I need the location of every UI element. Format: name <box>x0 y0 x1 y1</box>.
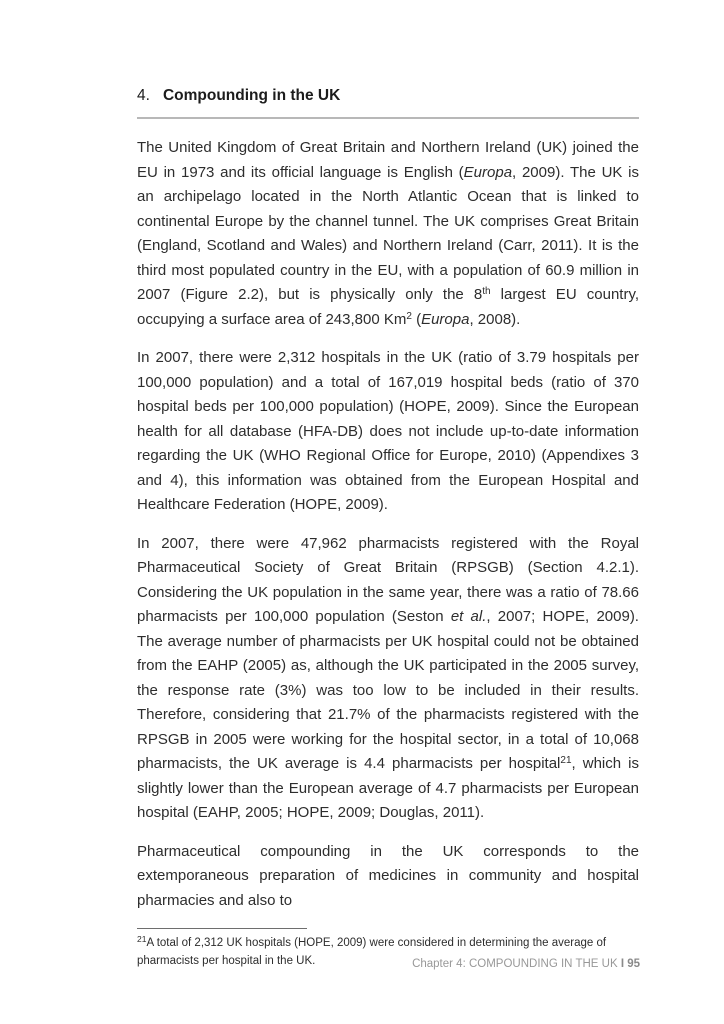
superscript-squared: 2 <box>406 310 412 322</box>
text-segment: In 2007, there were 2,312 hospitals in the UK (ratio of 3.79 hospitals per 100,000 population) and a total of 167,019 hospital beds (ratio of 370 hospital beds per 100,000 population) (HOPE, 2009). Since the European health for all database (HFA-DB) does not include up-to-date information regarding the UK (WHO Regional Office for Europe, 2010) (Appendixes 3 and 4), this information was obtained from the European Hospital and Healthcare Federation (HOPE, 2009). <box>137 349 639 513</box>
paragraph-hospitals <box>137 346 639 518</box>
page-content <box>137 86 639 970</box>
footnote-marker: 21 <box>137 934 147 944</box>
superscript-ordinal: th <box>482 286 491 297</box>
paragraph-pharmacists <box>137 532 639 826</box>
body-text <box>137 136 639 913</box>
italic-citation: Europa <box>463 163 513 181</box>
text-segment: , which is slightly lower than the European average of 4.7 pharmacists per European hospital (EAHP, 2005; HOPE, 2009; Douglas, 2011). <box>137 755 639 821</box>
text-segment: ( <box>411 310 422 328</box>
paragraph-uk-intro <box>137 136 639 332</box>
footnote-divider <box>137 928 307 929</box>
text-segment: In 2007, there were 47,962 pharmacists registered with the Royal Pharmaceutical Society of Great Britain (RPSGB) (Section 4.2.1). Considering the UK population in the same year, there was a ratio of 78.66 pharmacists per 100,000 population (Seston <box>137 534 639 625</box>
page-footer <box>412 956 640 972</box>
heading-divider <box>137 117 639 119</box>
text-segment: The United Kingdom of Great Britain and Northern Ireland (UK) joined the EU in 1973 and its official language is English ( <box>137 139 639 181</box>
text-segment: , 2008). <box>469 310 521 328</box>
footnote-body: A total of 2,312 UK hospitals (HOPE, 2009) were considered in determining the average of pharmacists per hospital in the UK. <box>137 937 607 967</box>
paragraph-compounding <box>137 840 639 914</box>
text-segment: Pharmaceutical compounding in the UK corresponds to the extemporaneous preparation of medicines in community and hospital pharmacies and also to <box>137 842 639 909</box>
text-segment: , 2009). The UK is an archipelago located in the North Atlantic Ocean that is linked to continental Europe by the channel tunnel. The UK comprises Great Britain (England, Scotland and Wales) and Northern Ireland (Carr, 2011). It is the third most populated country in the EU, with a population of 60.9 million in 2007 (Figure 2.2), but is physically only the 8 <box>137 163 639 303</box>
italic-et-al: et al. <box>450 608 487 625</box>
section-title: Compounding in the UK <box>162 87 341 104</box>
text-segment: , 2007; HOPE, 2009). The average number of pharmacists per UK hospital could not be obtained from the EAHP (2005) as, although the UK participated in the 2005 survey, the response rate (3%) was too low to be included in their results. Therefore, considering that 21.7% of the pharmacists registered with the RPSGB in 2005 were working for the hospital sector, in a total of 10,068 pharmacists, the UK average is 4.4 pharmacists per hospital <box>137 608 639 772</box>
section-number: 4. <box>137 87 150 104</box>
section-heading <box>137 86 639 106</box>
page-number: I 95 <box>620 958 640 970</box>
italic-citation: Europa <box>421 310 470 328</box>
text-segment: largest EU country, occupying a surface area of 243,800 Km <box>137 286 640 328</box>
footnote-reference: 21 <box>560 755 572 766</box>
running-header-text: Chapter 4: COMPOUNDING IN THE UK <box>412 958 621 970</box>
